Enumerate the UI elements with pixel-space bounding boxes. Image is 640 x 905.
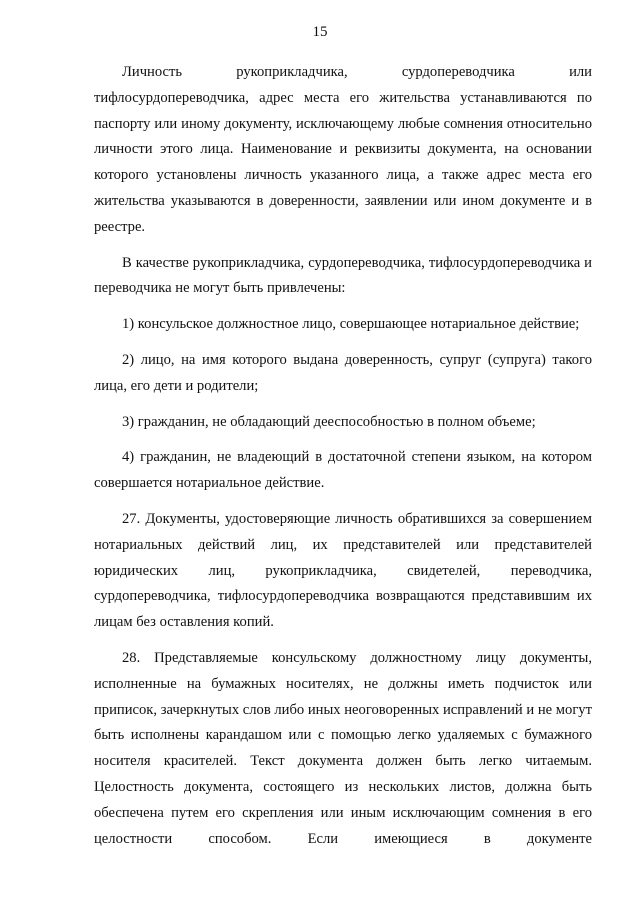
- paragraph-identity: Личность рукоприкладчика, сурдопереводчика или тифлосурдопереводчика, адрес места его жительства устанавливаются по паспорту или иному документу, исключающему любые сомнения относительно личности этого лица. Наименование и реквизиты документа, на основании которого установлены личность указанного лица, а также адрес места его жительства указываются в доверенности, заявлении или ином документе и в реестре.: [94, 64, 592, 235]
- document-body: [94, 60, 592, 852]
- paragraph-exclusions-intro: В качестве рукоприкладчика, сурдопереводчика, тифлосурдопереводчика и переводчика не могут быть привлечены:: [94, 254, 592, 297]
- paragraph-27: 27. Документы, удостоверяющие личность обратившихся за совершением нотариальных действий лиц, их представителей или представителей юридических лиц, рукоприкладчика, свидетелей, переводчика, сурдопереводчика, тифлосурдопереводчика возвращаются представившим их лицам без оставления копий.: [94, 510, 592, 631]
- paragraph-28: 28. Представляемые консульскому должностному лицу документы, исполненные на бумажных носителях, не должны иметь подчисток или приписок, зачеркнутых слов либо иных неоговоренных исправлений и не могут быть исполнены карандашом или с помощью легко удаляемых с бумажного носителя красителей. Текст документа должен быть легко читаемым. Целостность документа, состоящего из нескольких листов, должна быть обеспечена путем его скрепления или иным исключающим сомнения в его целостности способом. Если имеющиеся в документе: [94, 649, 592, 847]
- paragraph-item-3: 3) гражданин, не обладающий дееспособностью в полном объеме;: [122, 413, 536, 430]
- paragraph-item-2: 2) лицо, на имя которого выдана доверенность, супруг (супруга) такого лица, его дети и родители;: [94, 351, 592, 394]
- paragraph-item-1: 1) консульское должностное лицо, совершающее нотариальное действие;: [122, 316, 580, 333]
- paragraph-item-4: 4) гражданин, не владеющий в достаточной степени языком, на котором совершается нотариальное действие.: [94, 449, 592, 492]
- page-number: 15: [312, 24, 328, 40]
